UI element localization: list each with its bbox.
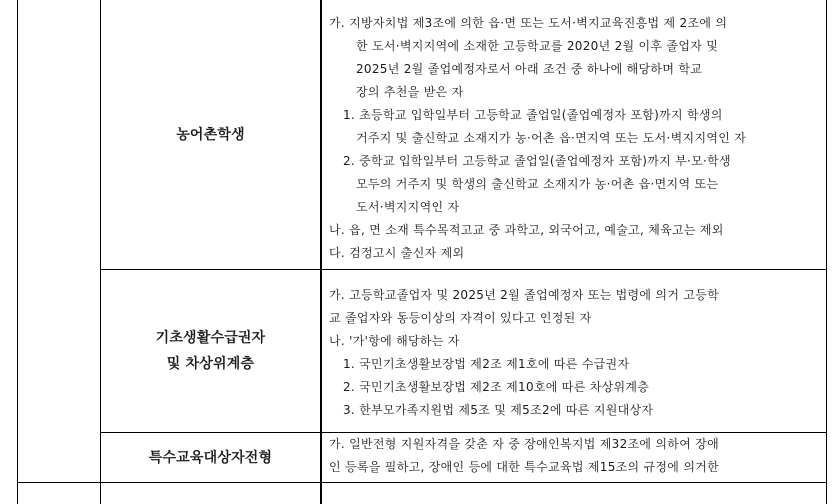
content-line: 거주지 및 출신학교 소재지가 농·어촌 읍·면지역 또는 도서·벽지지역인 자 (356, 131, 747, 145)
content-line: 가. 지방자치법 제3조에 의한 읍·면 또는 도서·벽지교육진흥법 제 2조에 의 (329, 16, 728, 30)
row-label-special-education (101, 433, 320, 482)
content-line: 가. 고등학교졸업자 및 2025년 2월 졸업예정자 또는 법령에 의거 고등학 (329, 288, 720, 302)
row-content-basic-livelihood (329, 284, 819, 422)
content-line: 한 도서·벽지지역에 소재한 고등학교를 2020년 2월 이후 졸업자 및 (356, 39, 719, 53)
content-line: 모두의 거주지 및 학생의 출신학교 소재지가 농·어촌 읍·면지역 또는 (356, 177, 719, 191)
table-border-label (320, 0, 322, 504)
table-border-bottom (17, 482, 827, 483)
content-line: 1. 국민기초생활보장법 제2조 제1호에 따른 수급권자 (343, 357, 630, 371)
content-line: 2025년 2월 졸업예정자로서 아래 조건 중 하나에 해당하며 학교 (356, 62, 703, 76)
row-label-line: 및 차상위계층 (166, 356, 255, 372)
content-line: 1. 초등학교 입학일부터 고등학교 졸업일(졸업예정자 포함)까지 학생의 (343, 108, 723, 122)
table-border-left (17, 0, 18, 504)
row-label-line: 기초생활수급권자 (155, 330, 266, 346)
row-label-basic-livelihood (101, 270, 320, 432)
content-line: 장의 추천을 받은 자 (356, 85, 464, 99)
content-line: 인 등록을 필하고, 장애인 등에 대한 특수교육법 제15조의 규정에 의거한 (329, 460, 719, 474)
content-line: 2. 국민기초생활보장법 제2조 제10호에 따른 차상위계층 (343, 380, 650, 394)
content-line: 2. 중학교 입학일부터 고등학교 졸업일(졸업예정자 포함)까지 부·모·학생 (343, 154, 731, 168)
content-line: 교 졸업자와 동등이상의 자격이 있다고 인정된 자 (329, 311, 592, 325)
content-line: 다. 검정고시 출신자 제외 (329, 246, 465, 260)
table-border-right (826, 0, 827, 504)
row-label-line: 특수교육대상자전형 (148, 449, 273, 466)
content-line: 3. 한부모가족지원법 제5조 및 제5조2에 따른 지원대상자 (343, 403, 654, 417)
content-line: 도서·벽지지역인 자 (356, 200, 460, 214)
row-content-special-education (329, 433, 819, 479)
content-line: 가. 일반전형 지원자격을 갖춘 자 중 장애인복지법 제32조에 의하여 장애 (329, 437, 719, 451)
row-label-rural-student (101, 0, 320, 269)
content-line: 나. 읍, 면 소재 특수목적고교 중 과학고, 외국어고, 예술고, 체육고는 제외 (329, 223, 724, 237)
content-line: 나. '가'항에 해당하는 자 (329, 334, 460, 348)
row-label-line: 농어촌학생 (176, 126, 245, 143)
row-content-rural-student (329, 12, 819, 265)
